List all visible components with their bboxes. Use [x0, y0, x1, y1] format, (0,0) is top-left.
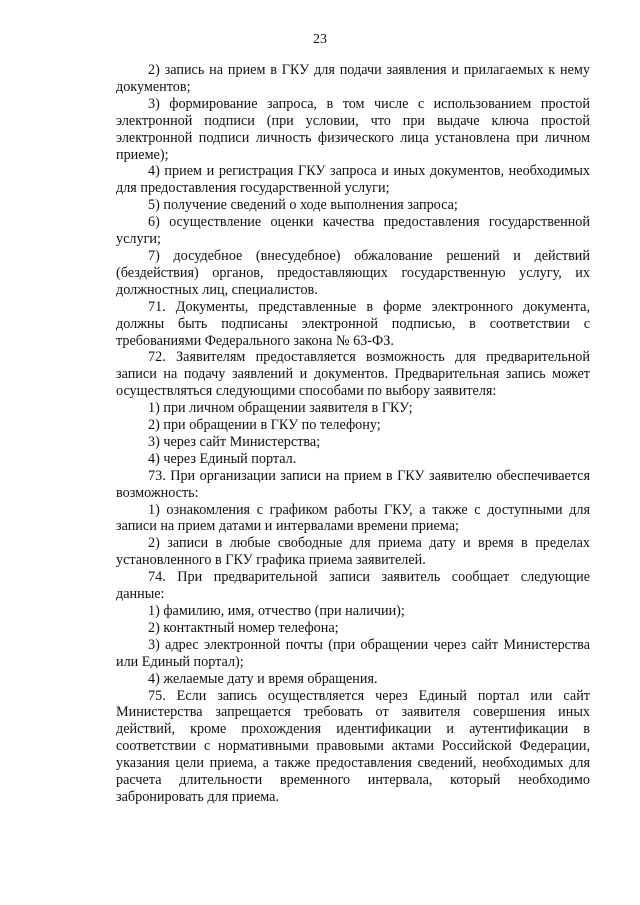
paragraph-72-item-2: 2) при обращении в ГКУ по телефону;	[148, 417, 381, 434]
paragraph-clause-75: 75. Если запись осуществляется через Единый портал или сайт Министерства запрещается требовать от заявителя совершения иных действий, кроме прохождения идентификации и аутентификации в соответствии с нормативными правовыми актами Российской Федерации, указания цели приема, а также предоставления сведений, необходимых для расчета длительности временного интервала, который необходимо забронировать для приема.	[116, 687, 590, 805]
paragraph-72-item-3: 3) через сайт Министерства;	[148, 433, 321, 450]
paragraph-74-item-2: 2) контактный номер телефона;	[148, 619, 339, 636]
paragraph-73-item-2: 2) записи в любые свободные для приема дату и время в пределах установленного в ГКУ графика приема заявителей.	[116, 535, 590, 569]
paragraph-item-5: 5) получение сведений о ходе выполнения запроса;	[148, 197, 458, 214]
paragraph-clause-73: 73. При организации записи на прием в ГКУ заявителю обеспечивается возможность:	[116, 467, 590, 501]
paragraph-item-7: 7) досудебное (внесудебное) обжалование решений и действий (бездействия) органов, предоставляющих государственную услугу, их должностных лиц, специалистов.	[116, 247, 590, 298]
paragraph-item-6: 6) осуществление оценки качества предоставления государственной услуги;	[116, 214, 590, 248]
paragraph-72-item-4: 4) через Единый портал.	[148, 450, 297, 467]
paragraph-clause-74: 74. При предварительной записи заявитель сообщает следующие данные:	[116, 569, 590, 603]
paragraph-74-item-3: 3) адрес электронной почты (при обращении через сайт Министерства или Единый портал);	[116, 636, 590, 670]
page-number: 23	[313, 32, 327, 47]
paragraph-clause-71: 71. Документы, представленные в форме электронного документа, должны быть подписаны электронной подписью, в соответствии с требованиями Федерального закона № 63-ФЗ.	[116, 298, 590, 349]
document-body	[116, 62, 590, 806]
paragraph-73-item-1: 1) ознакомления с графиком работы ГКУ, а также с доступными для записи на прием датами и интервалами времени приема;	[116, 501, 590, 535]
paragraph-72-item-1: 1) при личном обращении заявителя в ГКУ;	[148, 400, 413, 417]
paragraph-74-item-4: 4) желаемые дату и время обращения.	[148, 670, 378, 687]
paragraph-item-2: 2) запись на прием в ГКУ для подачи заявления и прилагаемых к нему документов;	[116, 62, 590, 95]
paragraph-item-3: 3) формирование запроса, в том числе с использованием простой электронной подписи (при условии, что при выдаче ключа простой электронной подписи личность физического лица установлена при личном приеме);	[116, 95, 590, 163]
paragraph-item-4: 4) прием и регистрация ГКУ запроса и иных документов, необходимых для предоставления государственной услуги;	[116, 163, 590, 197]
paragraph-74-item-1: 1) фамилию, имя, отчество (при наличии);	[148, 603, 405, 619]
paragraph-clause-72: 72. Заявителям предоставляется возможность для предварительной записи на подачу заявлений и документов. Предварительная запись может осуществляться следующими способами по выбору заявителя:	[116, 349, 590, 400]
